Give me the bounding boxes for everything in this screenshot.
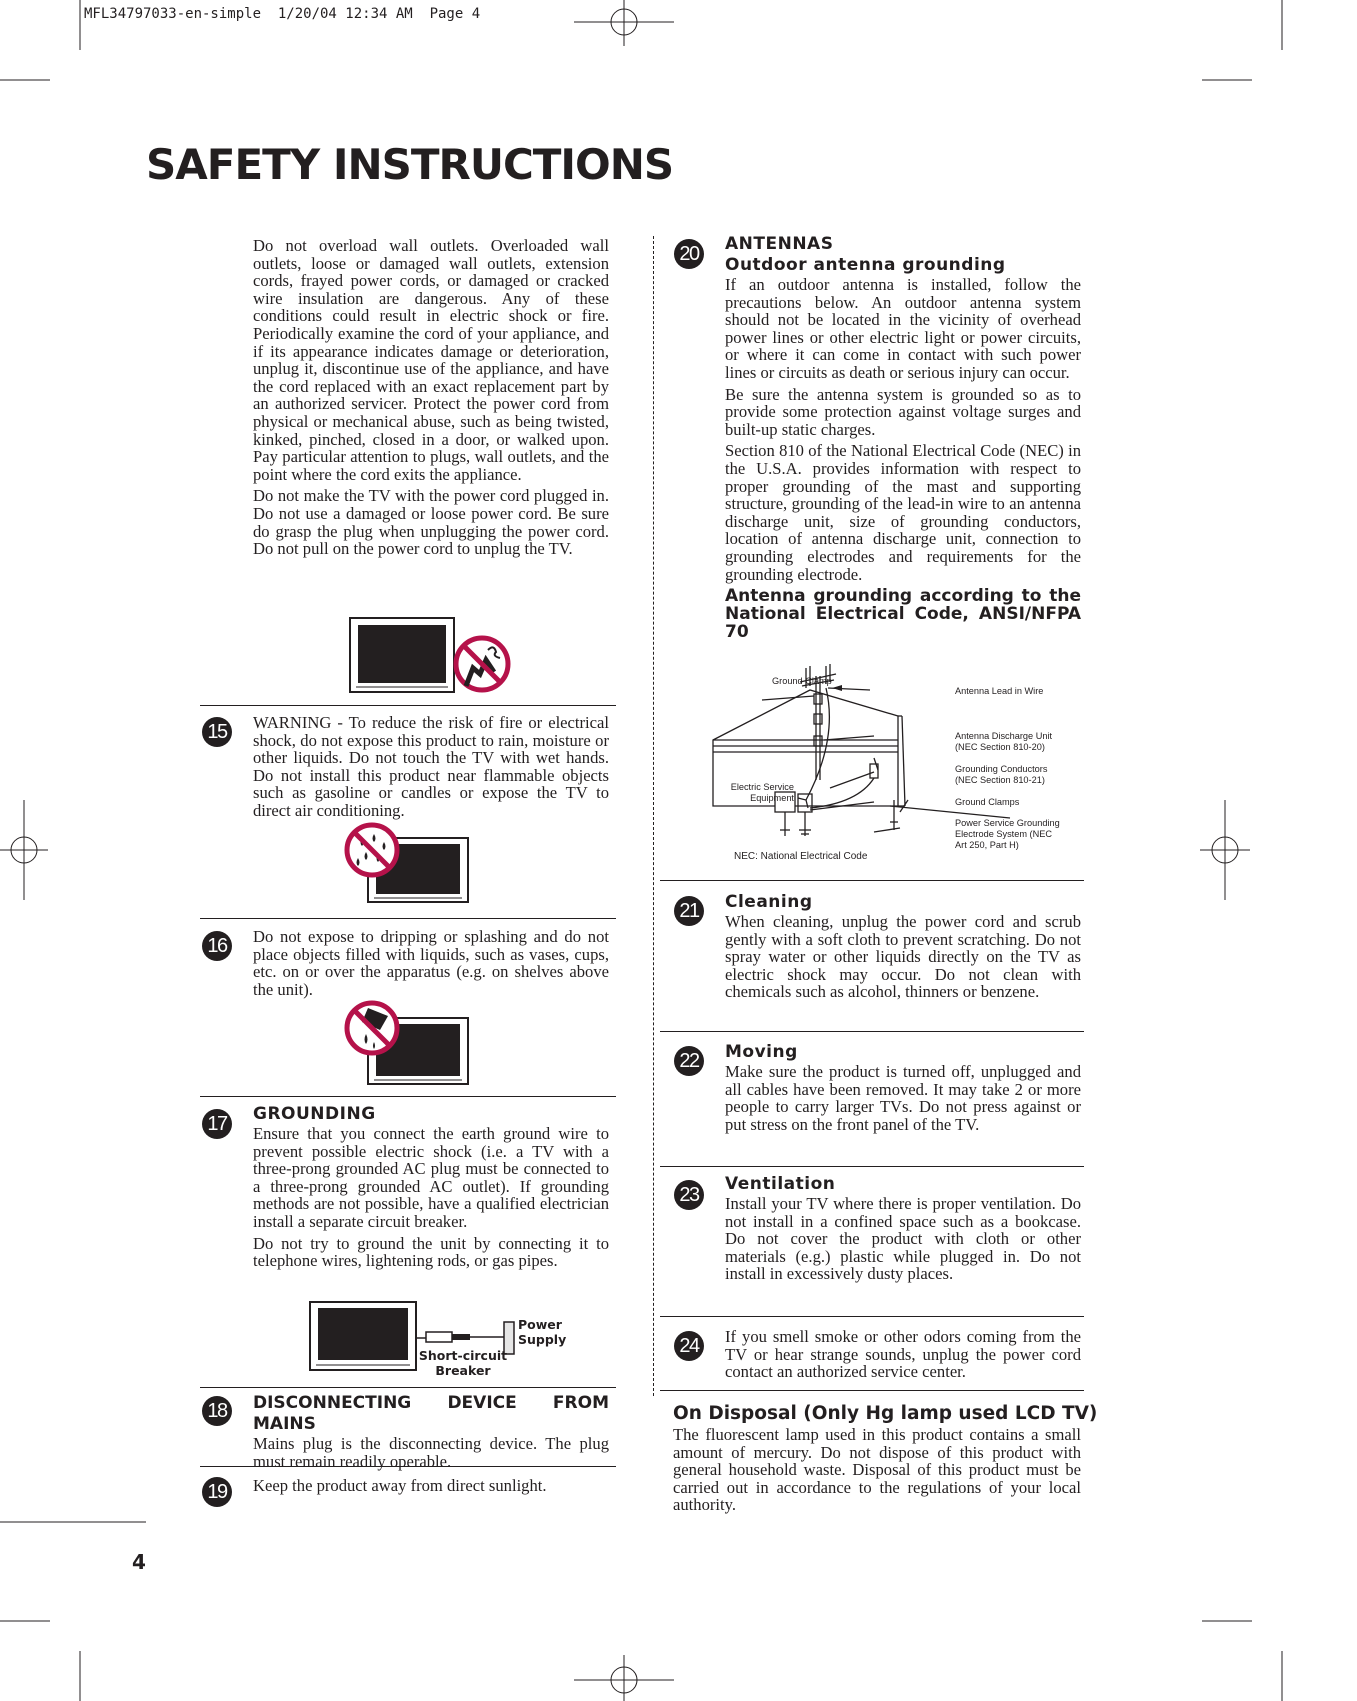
section-rule: [200, 1387, 616, 1388]
disconnecting-paragraph: Mains plug is the disconnecting device. The plug must remain readily operable.: [253, 1434, 609, 1471]
section-rule: [660, 1031, 1084, 1032]
antennas-heading: ANTENNAS: [725, 234, 834, 254]
item-20-section: [725, 234, 1081, 641]
section-rule: [200, 1096, 616, 1097]
disconnecting-heading: DISCONNECTING DEVICE FROM MAINS: [253, 1393, 609, 1434]
cleaning-heading: Cleaning: [725, 892, 813, 912]
section-rule: [660, 1390, 1084, 1391]
antenna-paragraph: If an outdoor antenna is installed, follow the precautions below. An outdoor antenna system should not be located in the vicinity of overhead power lines or other electric light or power circuits, or where it can come in contact with such power lines or circuits as death or serious injury can occur.: [725, 275, 1081, 382]
item-18-section: [253, 1393, 609, 1474]
item-number-22: 22: [674, 1046, 704, 1076]
item-number-18: 18: [202, 1396, 232, 1426]
label-grounding-conductors: Grounding Conductors (NEC Section 810-21): [955, 764, 1048, 785]
item-number-20: 20: [674, 239, 704, 269]
item-number-21: 21: [674, 896, 704, 926]
grounding-paragraph: Ensure that you connect the earth ground wire to prevent possible electric shock (i.e. a TV with a three-prong grounded AC plug must be connected to a three-prong grounded AC outlet). If grounding methods are not possible, have a qualified electrician install a separate circuit breaker.: [253, 1124, 609, 1231]
item-22-section: [725, 1042, 1081, 1137]
disposal-text: The fluorescent lamp used in this product contains a small amount of mercury. Do not dispose of this product with general household waste. Disposal of this product must be carried out in accordance to the regulations of your local authority.: [673, 1425, 1081, 1515]
item-number-17: 17: [202, 1109, 232, 1139]
page-title: SAFETY INSTRUCTIONS: [146, 140, 674, 189]
item-19-text: Keep the product away from direct sunlight.: [253, 1476, 547, 1495]
print-slug: MFL34797033-en-simple 1/20/04 12:34 AM Page 4: [84, 6, 481, 22]
power-supply-label: Power Supply: [518, 1317, 567, 1347]
item-15-text: WARNING - To reduce the risk of fire or electrical shock, do not expose this product to rain, moisture or other liquids. Do not touch the TV with wet hands. Do not install this product near flammable objects such as gasoline or candles or expose the TV to direct air conditioning.: [253, 713, 609, 820]
section-rule: [660, 1316, 1084, 1317]
item-16-text: Do not expose to dripping or splashing and do not place objects filled with liquids, such as vases, cups, etc. on or over the apparatus (e.g. on shelves above the unit).: [253, 927, 609, 999]
tv-rain-warning-illustration: [344, 822, 472, 906]
item-number-19: 19: [202, 1477, 232, 1507]
label-ground-clamp: Ground Clamp: [772, 676, 832, 686]
section-rule: [660, 880, 1084, 881]
ventilation-paragraph: Install your TV where there is proper ventilation. Do not install in a confined space such as a bookcase. Do not cover the product with cloth or other materials (e.g.) plastic while plugged in. Do not install in excessively dusty places.: [725, 1194, 1081, 1284]
section-rule: [200, 705, 616, 706]
grounding-paragraph: Do not try to ground the unit by connecting it to telephone wires, lightening rods, or gas pipes.: [253, 1233, 609, 1271]
label-ground-clamps: Ground Clamps: [955, 797, 1020, 807]
breaker-label: Short-circuit Breaker: [418, 1348, 508, 1378]
outdoor-antenna-heading: Outdoor antenna grounding: [725, 255, 1006, 275]
moving-heading: Moving: [725, 1042, 798, 1062]
label-grounding-electrode: Power Service Grounding Electrode System (NEC Art 250, Part H): [955, 818, 1060, 850]
cleaning-paragraph: When cleaning, unplug the power cord and scrub gently with a soft cloth to prevent scratching. Do not spray water or other liquids directly on the TV as electric shock may occur. Do not clean with chemicals such as alcohol, thinners or benzene.: [725, 912, 1081, 1002]
ventilation-heading: Ventilation: [725, 1174, 836, 1194]
label-discharge-unit: Antenna Discharge Unit (NEC Section 810-20): [955, 731, 1053, 752]
item-number-23: 23: [674, 1180, 704, 1210]
item-21-section: [725, 892, 1081, 1005]
disposal-heading: On Disposal (Only Hg lamp used LCD TV): [673, 1403, 1098, 1424]
intro-section: [253, 237, 609, 562]
item-17-section: [253, 1104, 609, 1274]
page-number: 4: [132, 1550, 146, 1574]
antenna-paragraph: Section 810 of the National Electrical Code (NEC) in the U.S.A. provides information with respect to proper grounding of the mast and supporting structure, grounding of the lead-in wire to an antenna discharge unit, size of grounding conductors, location of antenna discharge unit, connection to grounding electrodes and requirements for the grounding electrode.: [725, 441, 1081, 584]
intro-paragraph: Do not make the TV with the power cord plugged in. Do not use a damaged or loose power cord. Be sure do grasp the plug when unplugging the power cord. Do not pull on the power cord to unplug the TV.: [253, 486, 609, 559]
antenna-grounding-nec-heading: Antenna grounding according to the National Electrical Code, ANSI/NFPA 70: [725, 586, 1081, 643]
label-electric-service: Electric Service Equipment: [730, 782, 794, 803]
item-number-15: 15: [202, 717, 232, 747]
tv-cord-warning-illustration: [348, 616, 514, 696]
section-rule: [200, 1466, 616, 1467]
grounding-heading: GROUNDING: [253, 1104, 376, 1124]
item-23-section: [725, 1174, 1081, 1287]
item-number-16: 16: [202, 931, 232, 961]
section-rule: [200, 918, 616, 919]
item-number-24: 24: [674, 1331, 704, 1361]
item-24-text: If you smell smoke or other odors coming from the TV or hear strange sounds, unplug the power cord contact an authorized service center.: [725, 1327, 1081, 1382]
column-divider: [653, 236, 654, 1396]
section-rule: [660, 1166, 1084, 1167]
label-nec: NEC: National Electrical Code: [734, 851, 868, 862]
label-antenna-lead-in: Antenna Lead in Wire: [955, 686, 1044, 696]
moving-paragraph: Make sure the product is turned off, unplugged and all cables have been removed. It may take 2 or more people to carry larger TVs. Do not press against or put stress on the front panel of the TV.: [725, 1062, 1081, 1134]
intro-paragraph: Do not overload wall outlets. Overloaded wall outlets, loose or damaged wall outlets, extension cords, frayed power cords, or damaged or cracked wire insulation are dangerous. Any of these conditions could result in electric shock or fire. Periodically examine the cord of your appliance, and if its appearance indicates damage or deterioration, unplug it, discontinue use of the appliance, and have the cord replaced with an exact replacement part by an authorized servicer. Protect the power cord from physical or mechanical abuse, such as being twisted, kinked, pinched, closed in a door, or walked upon. Pay particular attention to plugs, wall outlets, and the point where the cord exits the appliance.: [253, 236, 609, 484]
antenna-paragraph: Be sure the antenna system is grounded so as to provide some protection against voltage surges and built-up static charges.: [725, 384, 1081, 439]
tv-liquid-warning-illustration: [344, 1000, 472, 1088]
